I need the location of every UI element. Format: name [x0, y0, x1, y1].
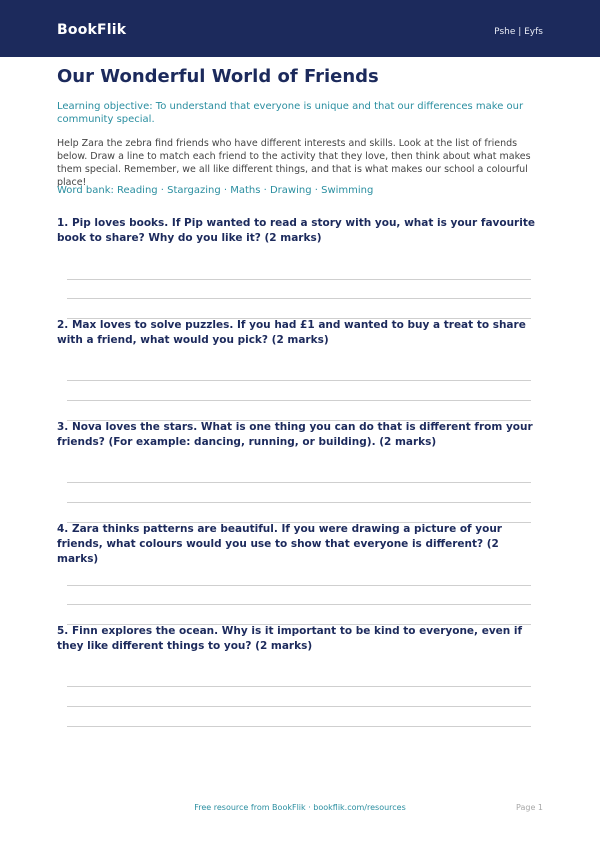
- answer-line[interactable]: [67, 298, 531, 299]
- answer-line[interactable]: [67, 604, 531, 605]
- answer-line[interactable]: [67, 482, 531, 483]
- intro-paragraph: Help Zara the zebra find friends who have different interests and skills. Look at the list of friends below. Draw a line to match each friend to the activity that they love, then think about what makes them special. Remember, we all like different things, and that is what makes our school a colourful place!: [57, 138, 531, 188]
- answer-line[interactable]: [67, 726, 531, 727]
- answer-line[interactable]: [67, 585, 531, 586]
- answer-line[interactable]: [67, 279, 531, 280]
- page-title: Our Wonderful World of Friends: [57, 66, 379, 87]
- footer-credit[interactable]: Free resource from BookFlik · bookflik.com/resources: [194, 803, 406, 812]
- answer-line[interactable]: [67, 686, 531, 687]
- answer-line[interactable]: [67, 400, 531, 401]
- brand-logo-text[interactable]: BookFlik: [57, 22, 127, 38]
- answer-line[interactable]: [67, 706, 531, 707]
- answer-line[interactable]: [67, 502, 531, 503]
- word-bank: Word bank: Reading · Stargazing · Maths · Drawing · Swimming: [57, 185, 374, 196]
- page-header: [0, 0, 600, 57]
- question-1: 1. Pip loves books. If Pip wanted to read a story with you, what is your favourite book to share? Why do you like it? (2 marks): [57, 217, 535, 244]
- subject-tags: Pshe | Eyfs: [494, 27, 543, 37]
- answer-line[interactable]: [67, 380, 531, 381]
- question-4: 4. Zara thinks patterns are beautiful. If you were drawing a picture of your friends, what colours would you use to show that everyone is different? (2 marks): [57, 523, 502, 565]
- learning-objective: Learning objective: To understand that everyone is unique and that our differences make our community special.: [57, 101, 524, 125]
- question-3: 3. Nova loves the stars. What is one thing you can do that is different from your friends? (For example: dancing, running, or building). (2 marks): [57, 421, 533, 448]
- question-2: 2. Max loves to solve puzzles. If you had £1 and wanted to buy a treat to share with a friend, what would you pick? (2 marks): [57, 319, 526, 346]
- question-5: 5. Finn explores the ocean. Why is it important to be kind to everyone, even if they like different things to you? (2 marks): [57, 625, 523, 652]
- page-number: Page 1: [516, 803, 543, 812]
